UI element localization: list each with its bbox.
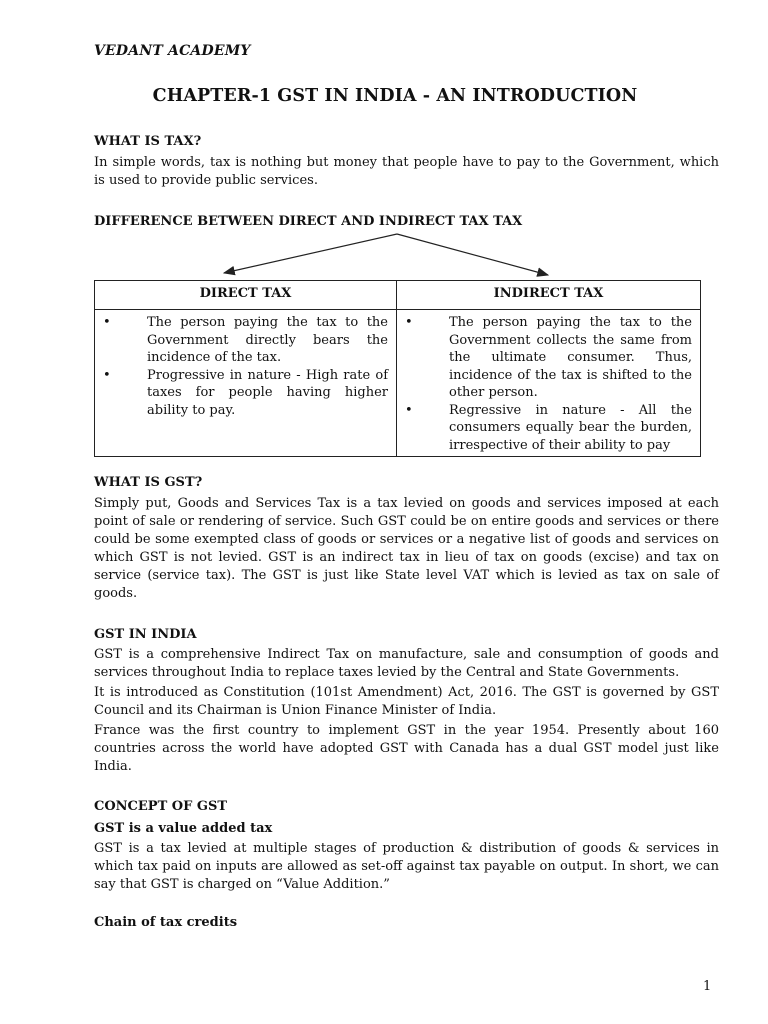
bullet-icon: • <box>405 315 413 330</box>
arrow-right <box>397 234 548 275</box>
what-is-tax-text: In simple words, tax is nothing but money that people have to pay to the Government, which is used to provide public services. <box>94 155 719 188</box>
gst-in-india-para-2: It is introduced as Constitution (101st Amendment) Act, 2016. The GST is governed by GST Council and its Chairman is Union Finance Minister of India. <box>94 685 719 718</box>
what-is-tax-heading: WHAT IS TAX? <box>94 134 202 149</box>
direct-point: • Progressive in nature - High rate of taxes for people having higher ability to pay. <box>103 367 388 418</box>
academy-header: VEDANT ACADEMY <box>94 43 251 59</box>
what-is-gst-text: Simply put, Goods and Services Tax is a tax levied on goods and services imposed at each point of sale or rendering of service. Such GST could be on entire goods and services or there could be some exempted class of goods or services or a negative list of goods and services on which GST is not levied. GST is an indirect tax in lieu of tax on goods (excise) and tax on service (service tax). The GST is just like State level VAT which is levied as tax on sale of goods. <box>94 496 719 601</box>
concept-text: GST is a tax levied at multiple stages of production & distribution of goods & services in which tax paid on inputs are allowed as set-off against tax payable on output. In short, we can say that GST is charged on “Value Addition.” <box>94 841 719 892</box>
arrow-left <box>224 234 397 273</box>
gst-in-india-heading: GST IN INDIA <box>94 627 197 642</box>
direct-tax-cell <box>95 310 397 457</box>
direct-tax-header: DIRECT TAX <box>95 281 397 310</box>
difference-heading: DIFFERENCE BETWEEN DIRECT AND INDIRECT TAX TAX <box>94 214 523 229</box>
bullet-icon: • <box>103 315 111 330</box>
concept-subheading: GST is a value added tax <box>94 821 273 836</box>
indirect-point: • The person paying the tax to the Government collects the same from the ultimate consumer. Thus, incidence of the tax is shifted to the other person. <box>405 315 692 400</box>
chain-heading: Chain of tax credits <box>94 915 238 930</box>
chapter-title: CHAPTER-1 GST IN INDIA - AN INTRODUCTION <box>152 86 638 106</box>
indirect-tax-header: INDIRECT TAX <box>397 281 701 310</box>
indirect-point: • Regressive in nature - All the consumers equally bear the burden, irrespective of their ability to pay <box>405 402 692 453</box>
gst-in-india-para-3: France was the first country to implement GST in the year 1954. Presently about 160 countries across the world have adopted GST with Canada has a dual GST model just like India. <box>94 723 719 774</box>
page-number: 1 <box>703 979 712 994</box>
direct-indirect-table <box>94 280 701 457</box>
gst-in-india-para-1: GST is a comprehensive Indirect Tax on manufacture, sale and consumption of goods and services throughout India to replace taxes levied by the Central and State Governments. <box>94 647 719 680</box>
bullet-icon: • <box>405 402 413 418</box>
concept-heading: CONCEPT OF GST <box>94 799 228 814</box>
what-is-gst-heading: WHAT IS GST? <box>94 475 203 490</box>
indirect-tax-cell <box>397 310 701 457</box>
direct-point: • The person paying the tax to the Government directly bears the incidence of the tax. <box>103 315 388 365</box>
bullet-icon: • <box>103 367 111 383</box>
